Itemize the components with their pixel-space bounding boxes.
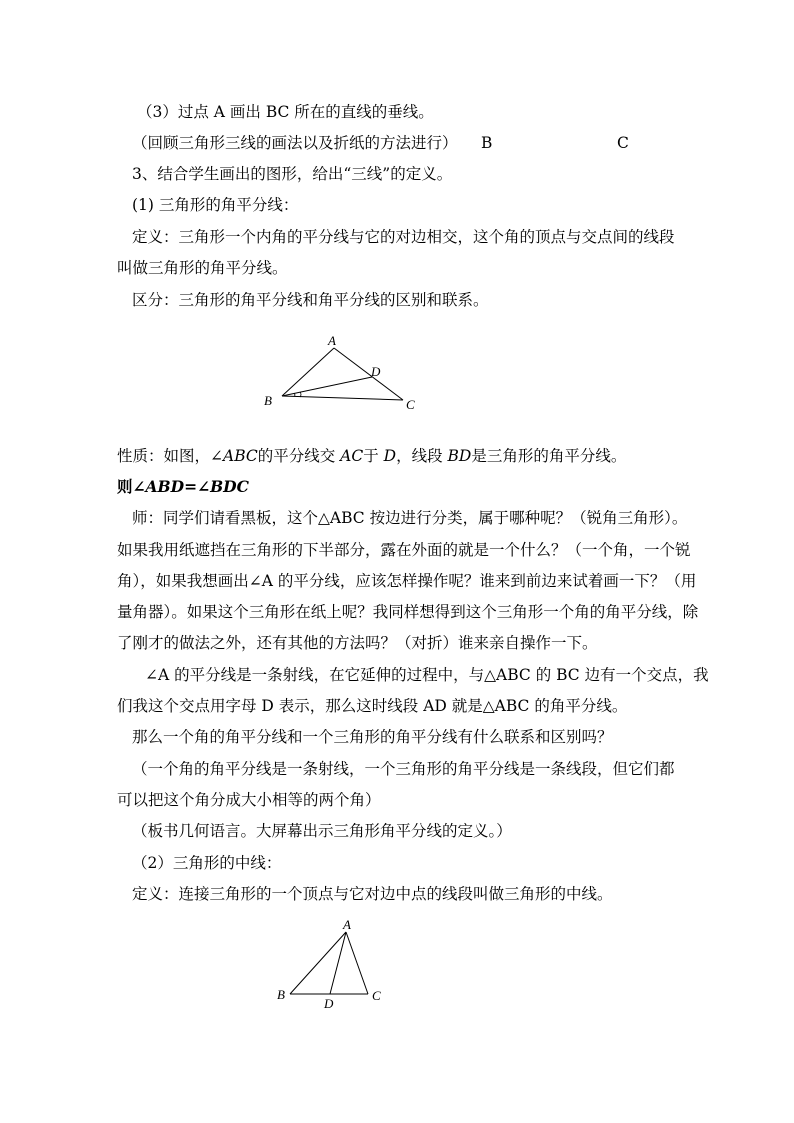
subsection-angle-bisector: (1) 三角形的角平分线： bbox=[132, 196, 299, 214]
review-note: （回顾三角形三线的画法以及折纸的方法进行） bbox=[132, 134, 458, 152]
teacher-paragraph-line-2: 如果我用纸遮挡在三角形的下半部分，露在外面的就是一个什么？（一个角，一个锐 bbox=[117, 541, 691, 559]
ray-paragraph-line-1: ∠A 的平分线是一条射线，在它延伸的过程中，与△ABC 的 BC 边有一个交点，我 bbox=[145, 666, 709, 684]
fig1-label-b: B bbox=[264, 393, 272, 408]
fig2-label-a: A bbox=[343, 917, 351, 932]
definition-line-2: 叫做三角形的角平分线。 bbox=[117, 259, 288, 277]
question-line: 那么一个角的角平分线和一个三角形的角平分线有什么联系和区别吗？ bbox=[132, 728, 613, 746]
section-3-heading: 3、结合学生画出的图形，给出“三线”的定义。 bbox=[132, 165, 453, 183]
fig2-label-c: C bbox=[372, 988, 381, 1003]
property-line: 性质：如图，∠ABC的平分线交 AC于 D，线段 BD是三角形的角平分线。 bbox=[117, 447, 627, 465]
conclusion-line: 则∠ABD=∠BDC bbox=[117, 477, 249, 496]
answer-line-1: （一个角的角平分线是一条射线，一个三角形的角平分线是一条线段，但它们都 bbox=[132, 760, 675, 778]
ray-paragraph-line-2: 们我这个交点用字母 D 表示，那么这时线段 AD 就是△ABC 的角平分线。 bbox=[117, 697, 628, 715]
angle-bisector-figure bbox=[260, 333, 430, 416]
fig2-label-d: D bbox=[324, 996, 334, 1011]
teacher-paragraph-line-1: 师：同学们请看黑板，这个△ABC 按边进行分类，属于哪种呢？（锐角三角形）。 bbox=[132, 509, 688, 527]
teacher-paragraph-line-5: 了刚才的做法之外，还有其他的方法吗？（对折）谁来亲自操作一下。 bbox=[117, 634, 598, 652]
fig1-label-a: A bbox=[328, 333, 336, 348]
stray-label-b: B bbox=[481, 134, 493, 152]
median-figure bbox=[270, 914, 390, 1014]
answer-line-2: 可以把这个角分成大小相等的两个角） bbox=[117, 791, 381, 809]
teacher-paragraph-line-3: 角），如果我想画出∠A 的平分线，应该怎样操作呢？谁来到前边来试着画一下？（用 bbox=[117, 572, 697, 590]
board-note: （板书几何语言。大屏幕出示三角形角平分线的定义。） bbox=[132, 822, 512, 840]
fig2-label-b: B bbox=[277, 987, 285, 1002]
stray-label-c: C bbox=[617, 134, 629, 152]
definition-line-1: 定义：三角形一个内角的平分线与它的对边相交，这个角的顶点与交点间的线段 bbox=[132, 228, 675, 246]
teacher-paragraph-line-4: 量角器）。如果这个三角形在纸上呢？我同样想得到这个三角形一个角的角平分线，除 bbox=[117, 603, 699, 621]
subsection-median: （2）三角形的中线： bbox=[132, 854, 282, 872]
median-definition: 定义：连接三角形的一个顶点与它对边中点的线段叫做三角形的中线。 bbox=[132, 885, 613, 903]
step-3-perpendicular: （3）过点 A 画出 BC 所在的直线的垂线。 bbox=[137, 103, 434, 121]
fig1-label-c: C bbox=[406, 397, 415, 412]
fig1-label-d: D bbox=[371, 364, 381, 379]
distinction-line: 区分：三角形的角平分线和角平分线的区别和联系。 bbox=[132, 291, 489, 309]
